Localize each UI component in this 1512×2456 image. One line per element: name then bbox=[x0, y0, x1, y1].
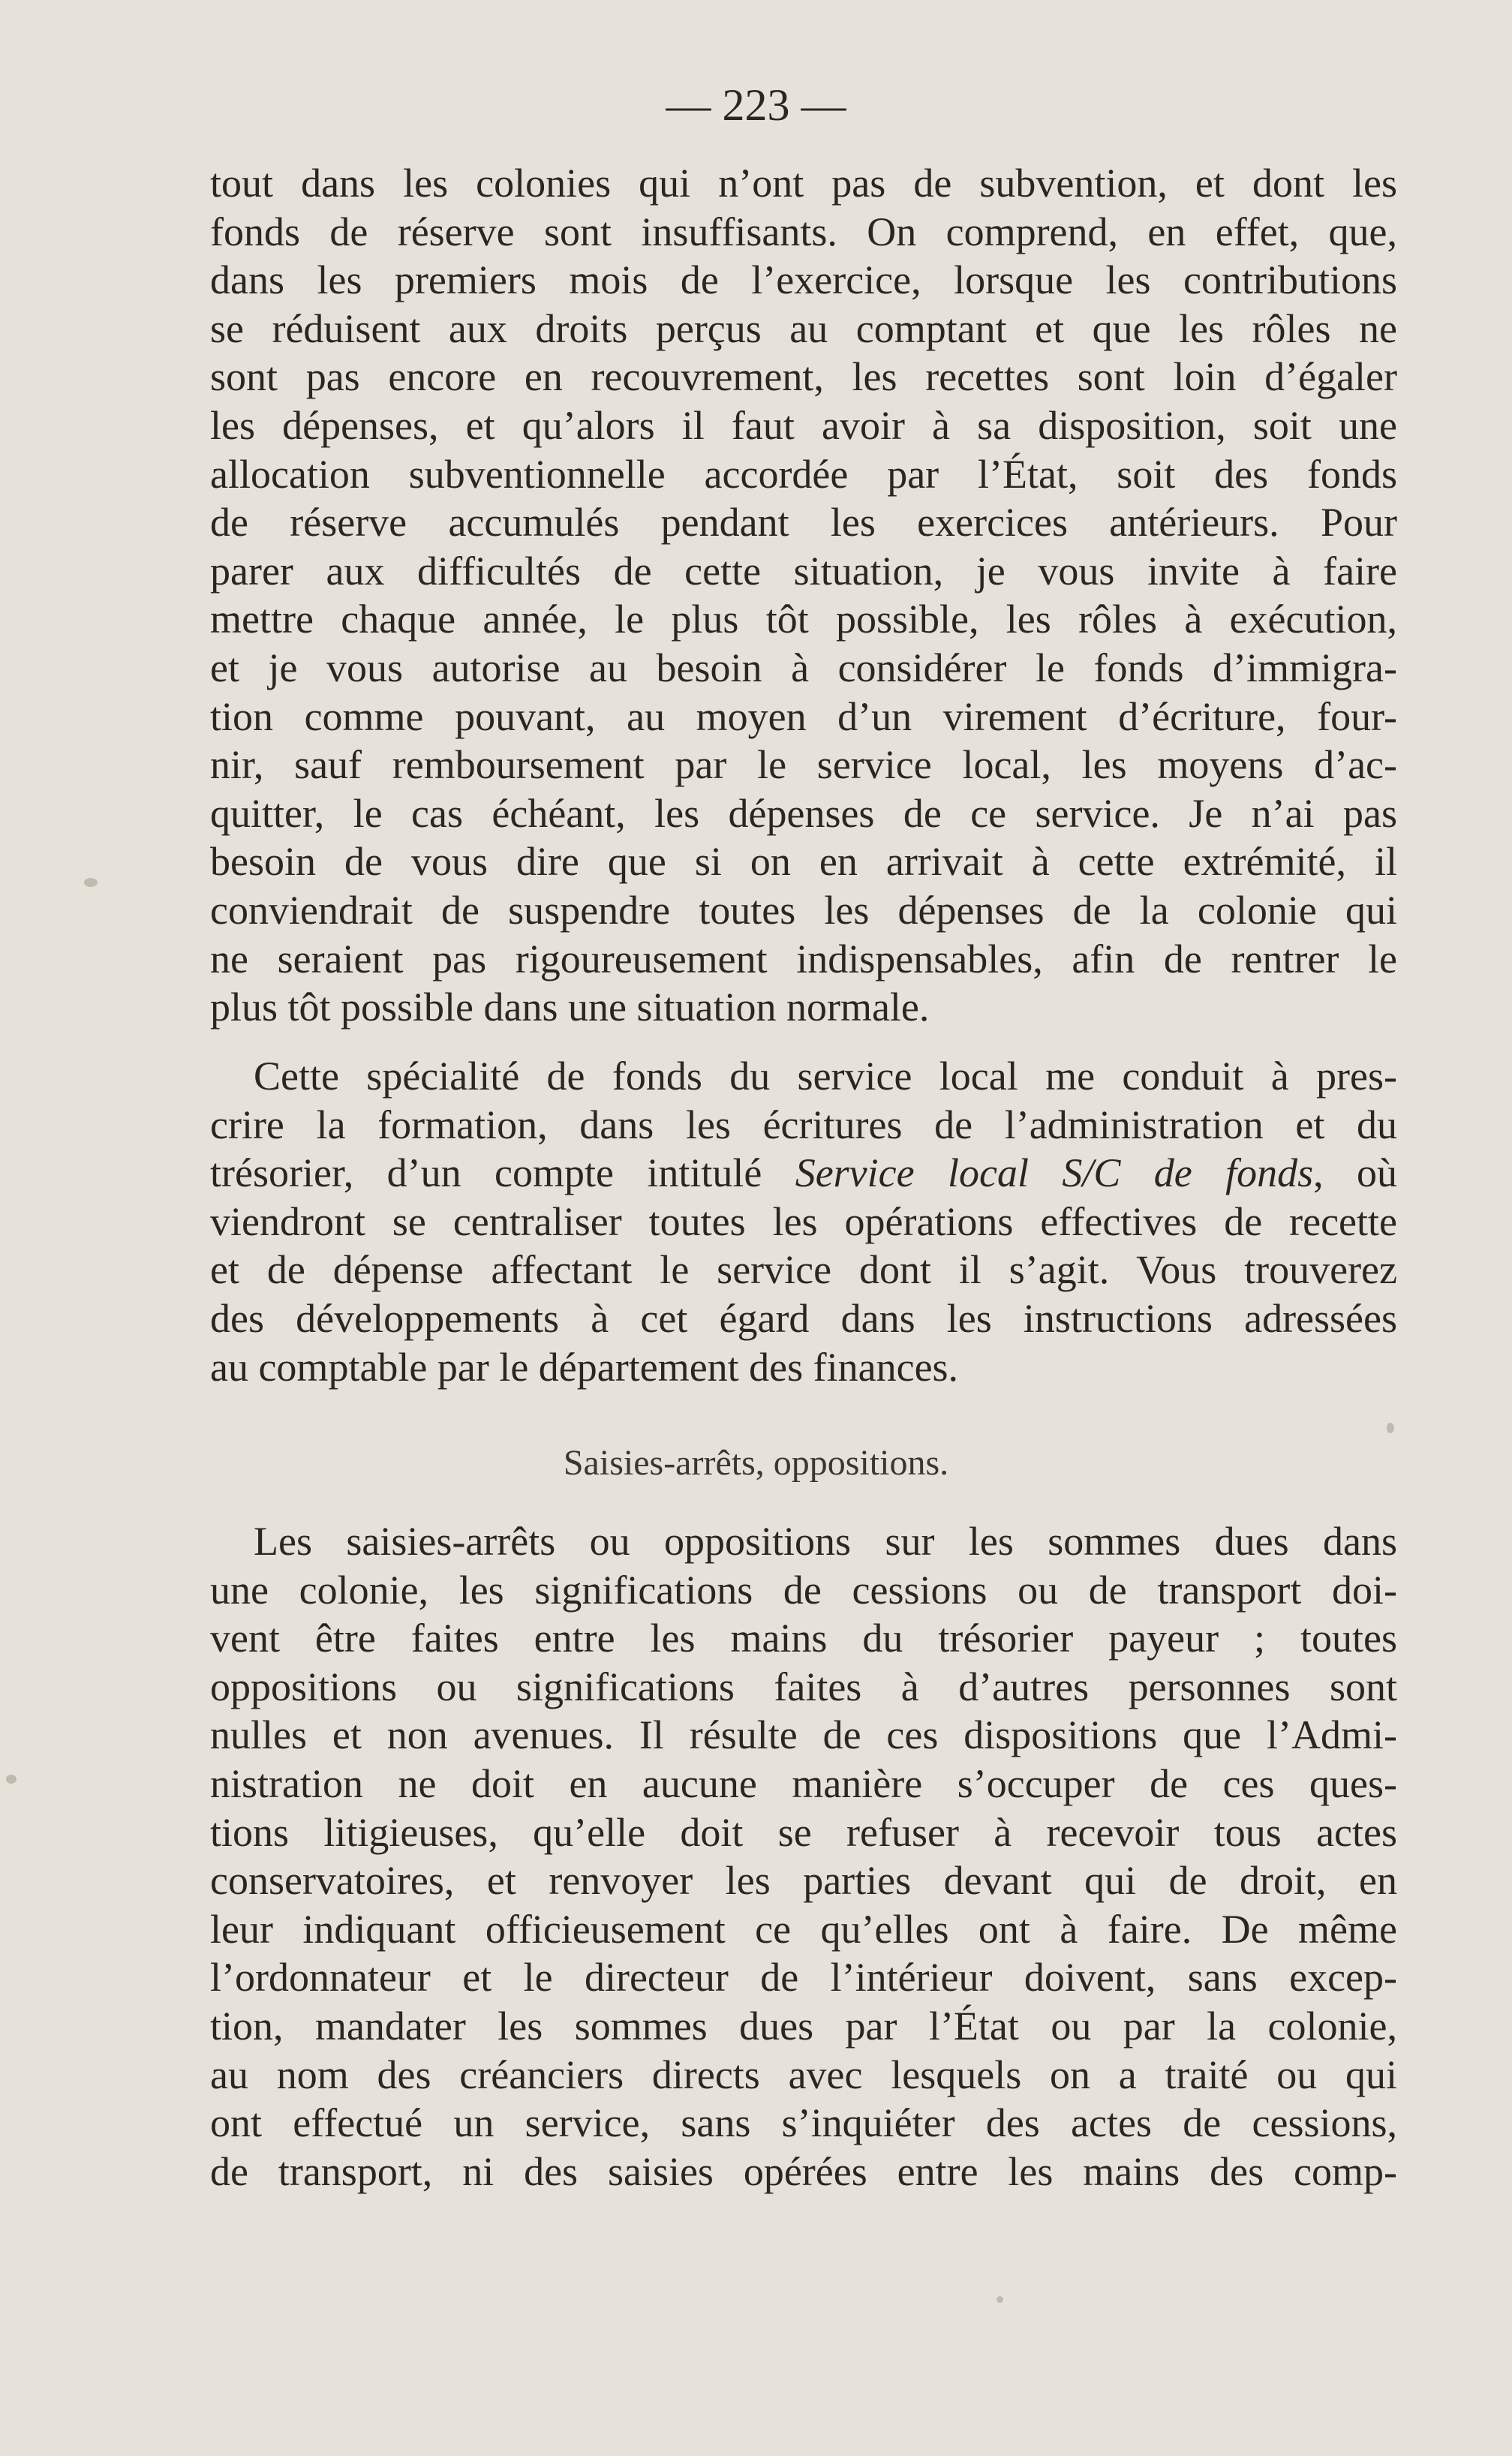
text-line: nir, sauf remboursement par le service local, les moyens d’ac- bbox=[210, 742, 1397, 788]
text-segment: trésorier, d’un compte intitulé bbox=[210, 1150, 795, 1196]
text-line: et je vous autorise au besoin à considérer le fonds d’immigra- bbox=[210, 645, 1397, 690]
text-line: au nom des créanciers directs avec lesquels on a traité ou qui bbox=[210, 2052, 1397, 2097]
text-line: l’ordonnateur et le directeur de l’intérieur doivent, sans excep- bbox=[210, 1955, 1397, 2001]
text-line: sont pas encore en recouvrement, les recettes sont loin d’égaler bbox=[210, 354, 1397, 400]
text-line: fonds de réserve sont insuffisants. On comprend, en effet, que, bbox=[210, 209, 1397, 254]
text-line: parer aux difficultés de cette situation, je vous invite à faire bbox=[210, 548, 1397, 594]
paper-speck bbox=[84, 878, 98, 887]
text-line: ne seraient pas rigoureusement indispensables, afin de rentrer le bbox=[210, 936, 1397, 981]
paper-speck bbox=[996, 2296, 1003, 2303]
text-line: de réserve accumulés pendant les exercices antérieurs. Pour bbox=[210, 500, 1397, 546]
text-line: plus tôt possible dans une situation normale. bbox=[210, 985, 930, 1030]
text-line: mettre chaque année, le plus tôt possible, les rôles à exécution, bbox=[210, 597, 1397, 642]
paper-speck bbox=[6, 1775, 17, 1784]
text-line: nistration ne doit en aucune manière s’occuper de ces ques- bbox=[210, 1760, 1397, 1806]
paragraph-3 bbox=[210, 1517, 1397, 2196]
paragraph-1 bbox=[210, 159, 1397, 1032]
paragraph-2 bbox=[210, 1052, 1397, 1391]
text-segment: , où bbox=[1313, 1150, 1398, 1196]
text-line: Les saisies-arrêts ou oppositions sur les sommes dues dans bbox=[254, 1519, 1397, 1564]
text-line-with-account-name bbox=[210, 1149, 1397, 1198]
text-line: allocation subventionnelle accordée par l’État, soit des fonds bbox=[210, 451, 1397, 497]
text-line: crire la formation, dans les écritures de l’administration et du bbox=[210, 1102, 1397, 1147]
text-line: leur indiquant officieusement ce qu’elles ont à faire. De même bbox=[210, 1906, 1397, 1952]
paper-speck bbox=[1387, 1423, 1394, 1433]
account-name-italic: Service local S/C de fonds bbox=[795, 1150, 1314, 1196]
text-line: besoin de vous dire que si on en arrivait à cette extrémité, il bbox=[210, 839, 1397, 885]
text-line: nulles et non avenues. Il résulte de ces dispositions que l’Admi- bbox=[210, 1712, 1397, 1758]
text-line: tions litigieuses, qu’elle doit se refuser à recevoir tous actes bbox=[210, 1809, 1397, 1855]
text-line: au comptable par le département des finances. bbox=[210, 1344, 959, 1390]
text-line: tout dans les colonies qui n’ont pas de subvention, et dont les bbox=[210, 161, 1397, 206]
text-line: des développements à cet égard dans les instructions adressées bbox=[210, 1295, 1397, 1341]
page-number: — 223 — bbox=[666, 80, 846, 130]
text-line: tion, mandater les sommes dues par l’État ou par la colonie, bbox=[210, 2003, 1397, 2049]
text-line: oppositions ou significations faites à d’autres personnes sont bbox=[210, 1664, 1397, 1709]
text-line: conservatoires, et renvoyer les parties devant qui de droit, en bbox=[210, 1858, 1397, 1904]
text-line: vent être faites entre les mains du trésorier payeur ; toutes bbox=[210, 1616, 1397, 1661]
text-line: se réduisent aux droits perçus au comptant et que les rôles ne bbox=[210, 305, 1397, 351]
text-line: et de dépense affectant le service dont il s’agit. Vous trouverez bbox=[210, 1247, 1397, 1293]
text-line: de transport, ni des saisies opérées entre les mains des comp- bbox=[210, 2148, 1397, 2194]
text-line: viendront se centraliser toutes les opérations effectives de recette bbox=[210, 1198, 1397, 1244]
text-line: dans les premiers mois de l’exercice, lorsque les contributions bbox=[210, 257, 1397, 303]
text-line: une colonie, les significations de cessions ou de transport doi- bbox=[210, 1567, 1397, 1613]
text-line: les dépenses, et qu’alors il faut avoir à sa disposition, soit une bbox=[210, 402, 1397, 448]
text-line: ont effectué un service, sans s’inquiéter des actes de cessions, bbox=[210, 2100, 1397, 2146]
text-line: tion comme pouvant, au moyen d’un virement d’écriture, four- bbox=[210, 693, 1397, 739]
text-line: Cette spécialité de fonds du service local me conduit à pres- bbox=[254, 1054, 1397, 1099]
text-line: quitter, le cas échéant, les dépenses de ce service. Je n’ai pas bbox=[210, 790, 1397, 836]
text-line: conviendrait de suspendre toutes les dépenses de la colonie qui bbox=[210, 887, 1397, 933]
section-heading: Saisies-arrêts, oppositions. bbox=[563, 1443, 949, 1483]
